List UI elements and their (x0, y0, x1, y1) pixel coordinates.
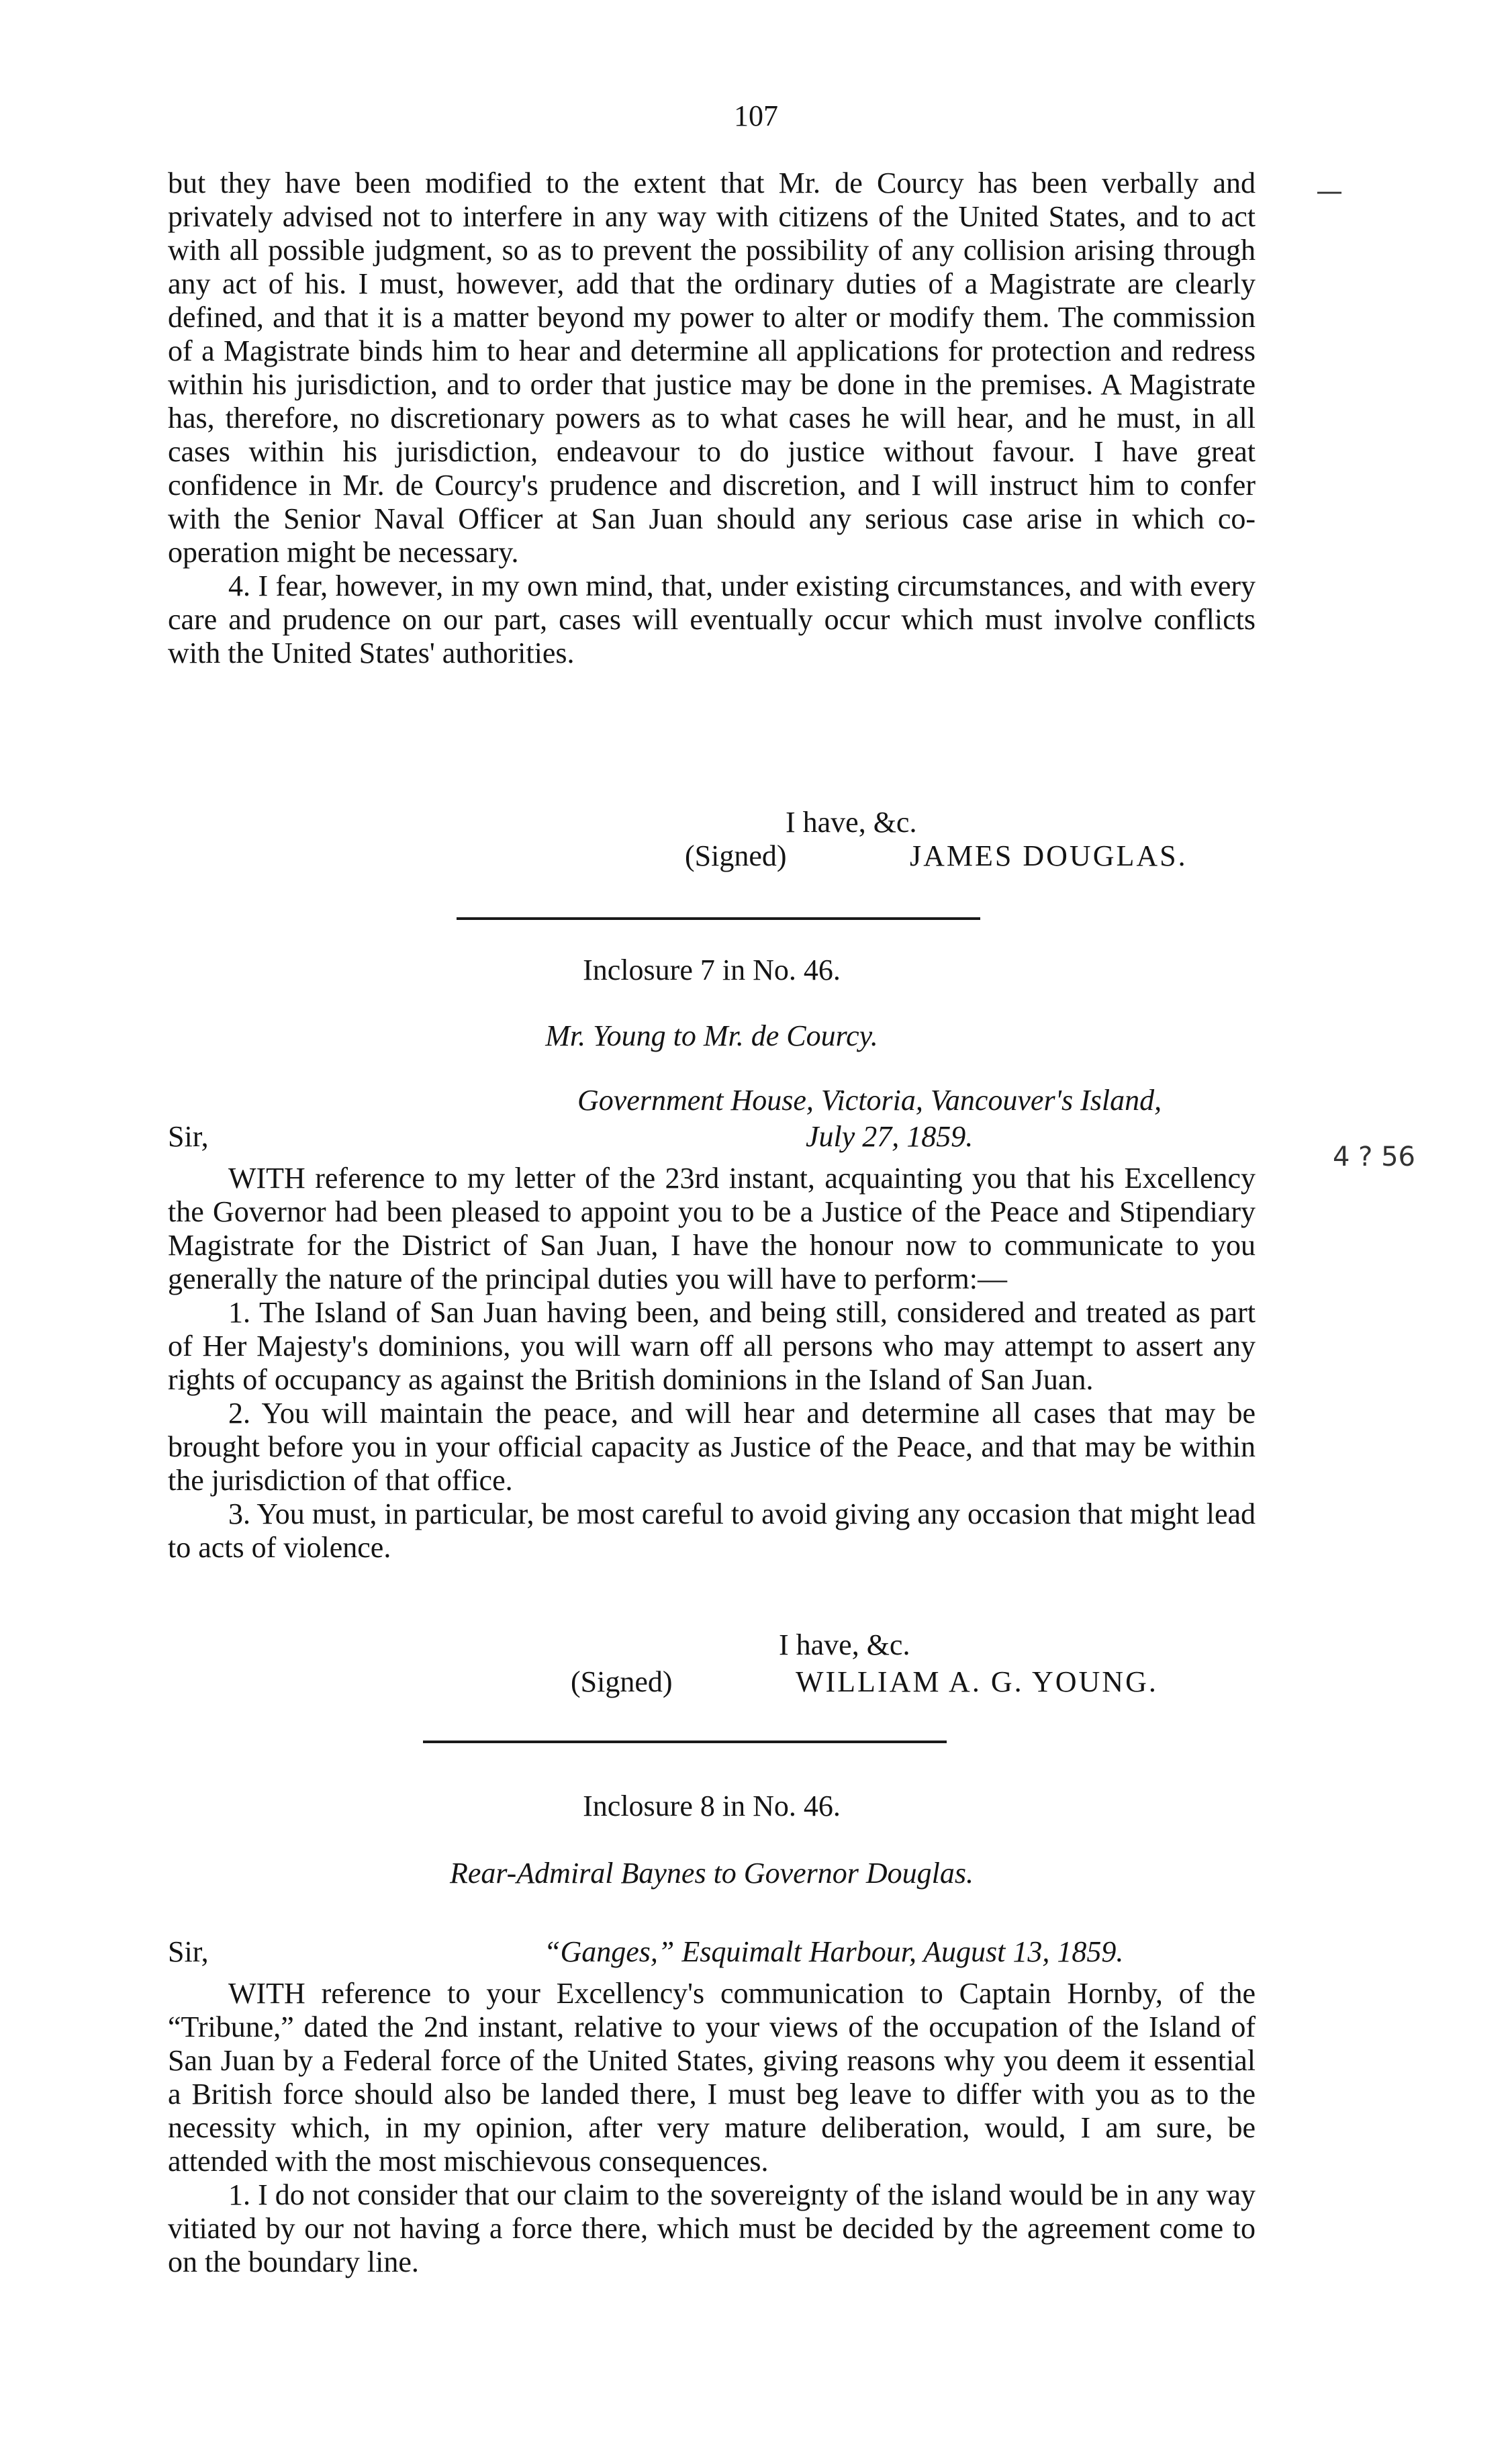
letter-address: Government House, Victoria, Vancouver's Island, (577, 1084, 1162, 1117)
inclosure-heading: Inclosure 7 in No. 46. (583, 954, 841, 986)
paragraph: but they have been modified to the extent that Mr. de Courcy has been verbally and privately advised not to interfere in any way with citizens of the United States, and to act with all possible judgment, so as to prevent the possibility of any collision arising through any act of his. I must, however, add that the ordinary duties of a Magistrate are clearly defined, and that it is a matter beyond my power to alter or modify them. The commission of a Magistrate binds him to hear and determine all applications for protection and redress within his jurisdiction, and to order that justice may be done in the premises. A Magistrate has, therefore, no discretionary powers as to what cases he will hear, and he must, in all cases within his jurisdiction, endeavour to do justice without favour. I have great confidence in Mr. de Courcy's prudence and discretion, and I will instruct him to confer with the Senior Naval Officer at San Juan should any serious case arise in which co-operation might be necessary. (168, 167, 1256, 569)
young-letter-body (168, 1162, 1256, 1565)
closing: I have, &c. (779, 1628, 910, 1661)
section-divider (423, 1741, 947, 1743)
paragraph: WITH reference to my letter of the 23rd instant, acquainting you that his Excellency the Governor had been pleased to appoint you to be a Justice of the Peace and Stipendiary Magistrate for the District of San Juan, I have the honour now to communicate to you generally the nature of the principal duties you will have to perform:— (168, 1162, 1256, 1295)
signed-label: (Signed) (571, 1665, 673, 1698)
section-divider (457, 917, 980, 920)
douglas-letter-body (168, 167, 1256, 670)
page-number: 107 (734, 99, 778, 132)
salutation: Sir, (168, 1935, 209, 1968)
margin-dash: — (1316, 176, 1343, 207)
margin-note: 4 ? 56 (1333, 1142, 1416, 1172)
salutation: Sir, (168, 1120, 209, 1153)
letter-date: July 27, 1859. (806, 1120, 974, 1153)
letter-title: Mr. Young to Mr. de Courcy. (545, 1019, 878, 1052)
paragraph: 1. I do not consider that our claim to the sovereignty of the island would be in any way vitiated by our not having a force there, which must be decided by the agreement come to on the boundary line. (168, 2178, 1256, 2278)
baynes-letter-body (168, 1977, 1256, 2279)
signed-label: (Signed) (685, 839, 787, 872)
paragraph: 1. The Island of San Juan having been, and being still, considered and treated as part of Her Majesty's dominions, you will warn off all persons who may attempt to assert any rights of occupancy as against the British dominions in the Island of San Juan. (168, 1296, 1256, 1396)
closing: I have, &c. (786, 806, 917, 839)
paragraph: WITH reference to your Excellency's communication to Captain Hornby, of the “Tribune,” dated the 2nd instant, relative to your views of the occupation of the Island of San Juan by a Federal force of the United States, giving reasons why you deem it essential a British force should also be landed there, I must beg leave to differ with you as to the necessity which, in my opinion, after very mature deliberation, would, I am sure, be attended with the most mischievous consequences. (168, 1977, 1256, 2178)
paragraph: 2. You will maintain the peace, and will hear and determine all cases that may be brought before you in your official capacity as Justice of the Peace, and that may be within the jurisdiction of that office. (168, 1397, 1256, 1497)
signer-name: JAMES DOUGLAS. (910, 839, 1188, 872)
paragraph: 4. I fear, however, in my own mind, that, under existing circumstances, and with every care and prudence on our part, cases will eventually occur which must involve conflicts with the United States' authorities. (168, 569, 1256, 669)
letter-dateline: “Ganges,” Esquimalt Harbour, August 13, 1859. (544, 1935, 1124, 1968)
signer-name: WILLIAM A. G. YOUNG. (796, 1665, 1158, 1698)
letter-title: Rear-Admiral Baynes to Governor Douglas. (449, 1857, 974, 1890)
inclosure-heading: Inclosure 8 in No. 46. (583, 1790, 841, 1822)
paragraph: 3. You must, in particular, be most careful to avoid giving any occasion that might lead to acts of violence. (168, 1497, 1256, 1564)
